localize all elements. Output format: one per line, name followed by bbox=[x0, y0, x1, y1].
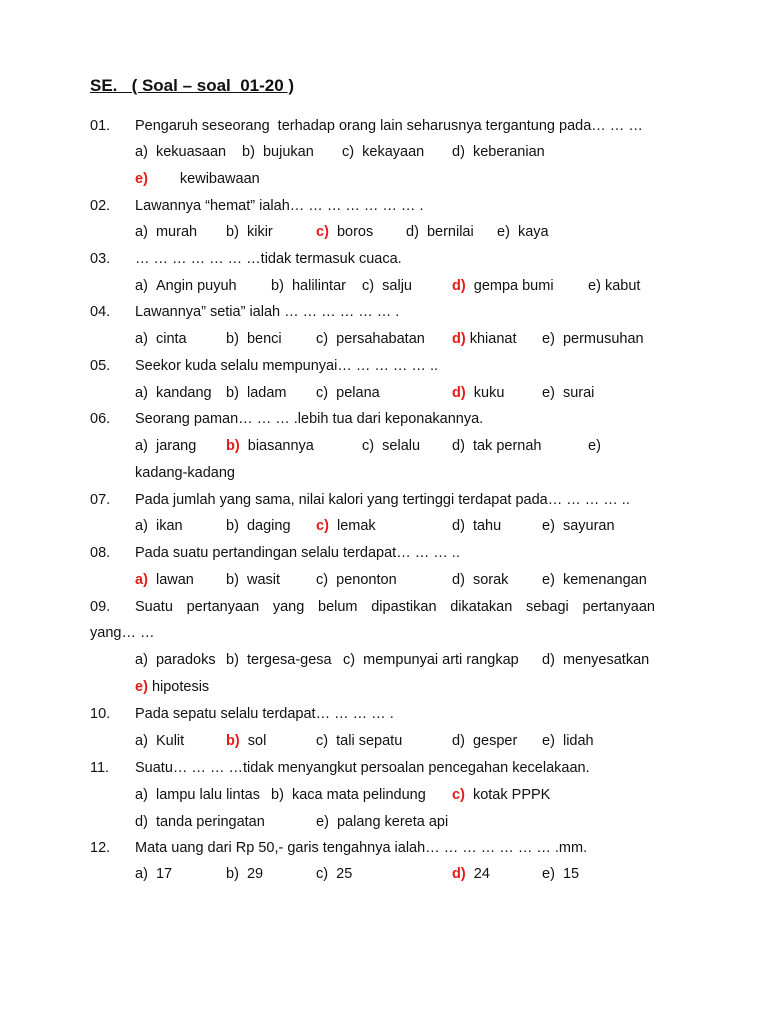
option: c) 25 bbox=[316, 866, 353, 882]
option: b) wasit bbox=[226, 572, 281, 588]
question-text: … … … … … … …tidak termasuk cuaca. bbox=[135, 251, 402, 267]
question-text-continued: yang… … bbox=[90, 625, 155, 641]
question-number: 02. bbox=[90, 198, 111, 214]
option: b) bujukan bbox=[242, 144, 314, 160]
option: a) murah bbox=[135, 224, 198, 240]
option: e) kemenangan bbox=[542, 572, 647, 588]
option: a) Kulit bbox=[135, 733, 185, 749]
option: e) sayuran bbox=[542, 518, 615, 534]
option: c) penonton bbox=[316, 572, 397, 588]
option: b) halilintar bbox=[271, 278, 346, 294]
question-number: 03. bbox=[90, 251, 111, 267]
option: a) lampu lalu lintas bbox=[135, 787, 260, 803]
question-text: Pada suatu pertandingan selalu terdapat… … … .. bbox=[135, 545, 460, 561]
option-answer: c) lemak bbox=[316, 518, 376, 534]
option: a) kandang bbox=[135, 385, 212, 401]
option: d) sorak bbox=[452, 572, 509, 588]
option: c) salju bbox=[362, 278, 412, 294]
question-number: 11. bbox=[90, 760, 110, 776]
option: b) tergesa-gesa bbox=[226, 652, 332, 668]
option-answer: b) sol bbox=[226, 733, 267, 749]
question-number: 04. bbox=[90, 304, 111, 320]
option: b) benci bbox=[226, 331, 282, 347]
option-answer: e) kewibawaan bbox=[135, 171, 260, 187]
option: c) pelana bbox=[316, 385, 380, 401]
option: d) keberanian bbox=[452, 144, 545, 160]
option: c) selalu bbox=[362, 438, 421, 454]
option-text: kadang-kadang bbox=[135, 465, 235, 481]
question-number: 06. bbox=[90, 411, 111, 427]
option: a) Angin puyuh bbox=[135, 278, 237, 294]
option: a) ikan bbox=[135, 518, 183, 534]
option-answer: d) khianat bbox=[452, 331, 517, 347]
question-text: Seekor kuda selalu mempunyai… … … … … .. bbox=[135, 358, 439, 374]
question-text: Lawannya “hemat” ialah… … … … … … … . bbox=[135, 198, 424, 214]
option-answer: c) boros bbox=[316, 224, 374, 240]
option-answer: e) hipotesis bbox=[135, 679, 210, 695]
option: d) tahu bbox=[452, 518, 502, 534]
option: b) 29 bbox=[226, 866, 264, 882]
option: a) paradoks bbox=[135, 652, 216, 668]
option: e) lidah bbox=[542, 733, 594, 749]
question-text: Pada jumlah yang sama, nilai kalori yang tertinggi terdapat pada… … … … .. bbox=[135, 492, 630, 508]
option-label: e) bbox=[588, 438, 601, 454]
option: c) persahabatan bbox=[316, 331, 425, 347]
question-text: Mata uang dari Rp 50,- garis tengahnya ialah… … … … … … … .mm. bbox=[135, 840, 588, 856]
question-number: 01. bbox=[90, 118, 111, 134]
question-number: 10. bbox=[90, 706, 111, 722]
option-answer: a) lawan bbox=[135, 572, 194, 588]
option: e) kabut bbox=[588, 278, 641, 294]
question-text: Pada sepatu selalu terdapat… … … … . bbox=[135, 706, 394, 722]
question-text: Suatu pertanyaan yang belum dipastikan dikatakan sebagi pertanyaan bbox=[135, 599, 655, 615]
option: c) tali sepatu bbox=[316, 733, 403, 749]
option: d) gesper bbox=[452, 733, 518, 749]
question-number: 05. bbox=[90, 358, 111, 374]
question-text: Seorang paman… … … .lebih tua dari keponakannya. bbox=[135, 411, 484, 427]
option: e) palang kereta api bbox=[316, 814, 449, 830]
option: b) kaca mata pelindung bbox=[271, 787, 426, 803]
option: d) menyesatkan bbox=[542, 652, 650, 668]
option: e) permusuhan bbox=[542, 331, 644, 347]
question-number: 08. bbox=[90, 545, 111, 561]
option: e) kaya bbox=[497, 224, 549, 240]
option: b) kikir bbox=[226, 224, 273, 240]
question-number: 07. bbox=[90, 492, 111, 508]
option-answer: c) kotak PPPK bbox=[452, 787, 551, 803]
question-number: 12. bbox=[90, 840, 111, 856]
option: a) jarang bbox=[135, 438, 197, 454]
option: d) tanda peringatan bbox=[135, 814, 265, 830]
option-answer: b) biasannya bbox=[226, 438, 314, 454]
option-answer: d) kuku bbox=[452, 385, 505, 401]
option: e) 15 bbox=[542, 866, 580, 882]
option: d) tak pernah bbox=[452, 438, 542, 454]
option: a) kekuasaan bbox=[135, 144, 227, 160]
question-text: Pengaruh seseorang terhadap orang lain seharusnya tergantung pada… … … bbox=[135, 118, 643, 134]
option: a) cinta bbox=[135, 331, 187, 347]
option: c) kekayaan bbox=[342, 144, 425, 160]
option: e) surai bbox=[542, 385, 595, 401]
option: b) daging bbox=[226, 518, 291, 534]
question-text: Lawannya” setia” ialah … … … … … … . bbox=[135, 304, 400, 320]
option-answer: d) 24 bbox=[452, 866, 490, 882]
page-title: SE. ( Soal – soal 01-20 ) bbox=[90, 76, 295, 95]
option: b) ladam bbox=[226, 385, 287, 401]
question-number: 09. bbox=[90, 599, 111, 615]
question-text: Suatu… … … …tidak menyangkut persoalan pencegahan kecelakaan. bbox=[135, 760, 590, 776]
option: a) 17 bbox=[135, 866, 173, 882]
option: c) mempunyai arti rangkap bbox=[343, 652, 519, 668]
option: d) bernilai bbox=[406, 224, 474, 240]
option-answer: d) gempa bumi bbox=[452, 278, 554, 294]
